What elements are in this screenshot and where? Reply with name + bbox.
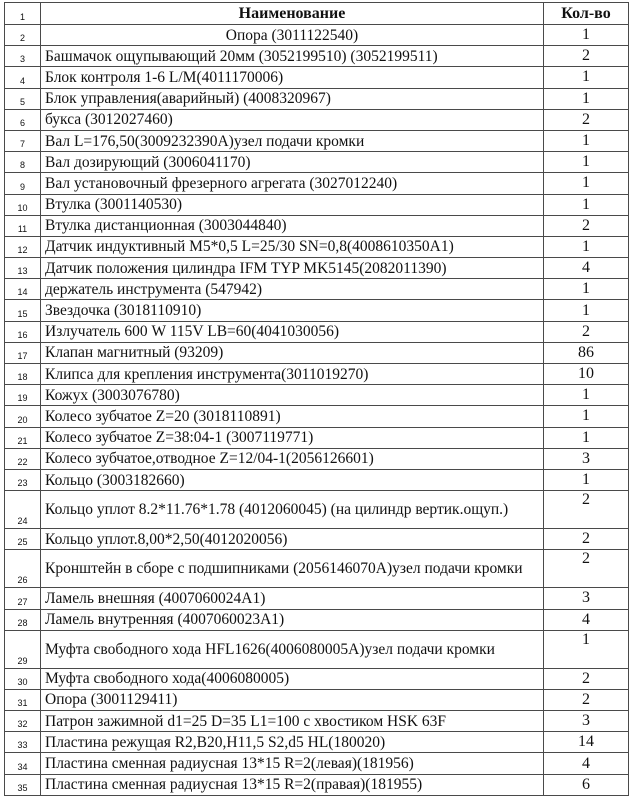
row-number: 11 <box>5 215 41 236</box>
item-quantity: 1 <box>544 630 629 668</box>
table-row <box>5 689 629 710</box>
item-quantity: 10 <box>544 364 629 385</box>
row-number: 3 <box>5 46 41 67</box>
table-row <box>5 364 629 385</box>
item-name: Втулка дистанционная (3003044840) <box>41 215 544 236</box>
item-quantity: 1 <box>544 130 629 151</box>
item-name: Втулка (3001140530) <box>41 194 544 215</box>
header-row <box>5 3 629 25</box>
item-quantity: 6 <box>544 774 629 795</box>
table-row <box>5 321 629 342</box>
table-row <box>5 152 629 173</box>
table-row <box>5 173 629 194</box>
item-quantity: 1 <box>544 236 629 257</box>
item-name: Башмачок ощупывающий 20мм (3052199510) (3052199511) <box>41 46 544 67</box>
row-number: 25 <box>5 529 41 550</box>
item-name: Кольцо уплот.8,00*2,50(4012020056) <box>41 529 544 550</box>
item-name: Патрон зажимной d1=25 D=35 L1=100 с хвостиком HSK 63F <box>41 711 544 732</box>
item-name: Кольцо (3003182660) <box>41 469 544 490</box>
item-quantity: 1 <box>544 173 629 194</box>
item-quantity: 3 <box>544 588 629 609</box>
item-quantity: 2 <box>544 321 629 342</box>
row-number: 2 <box>5 25 41 46</box>
item-name: Кронштейн в сборе с подшипниками (2056146070A)узел подачи кромки <box>41 550 544 588</box>
item-quantity: 14 <box>544 732 629 753</box>
table-row <box>5 342 629 363</box>
item-quantity: 1 <box>544 279 629 300</box>
item-quantity: 2 <box>544 215 629 236</box>
row-number: 18 <box>5 364 41 385</box>
row-number: 14 <box>5 279 41 300</box>
table-row <box>5 609 629 630</box>
item-name: Пластина сменная радиусная 13*15 R=2(правая)(181955) <box>41 774 544 795</box>
item-quantity: 2 <box>544 46 629 67</box>
table-row <box>5 300 629 321</box>
table-row <box>5 236 629 257</box>
table-row <box>5 215 629 236</box>
table-row <box>5 732 629 753</box>
row-number: 16 <box>5 321 41 342</box>
item-name: Вал L=176,50(3009232390A)узел подачи кромки <box>41 130 544 151</box>
row-number: 12 <box>5 236 41 257</box>
row-number: 15 <box>5 300 41 321</box>
item-name: Кольцо уплот 8.2*11.76*1.78 (4012060045) (на цилиндр вертик.ощуп.) <box>41 491 544 529</box>
table-row <box>5 385 629 406</box>
item-quantity: 1 <box>544 67 629 88</box>
row-number: 29 <box>5 630 41 668</box>
item-quantity: 3 <box>544 711 629 732</box>
item-name: держатель инструмента (547942) <box>41 279 544 300</box>
item-name: Ламель внешняя (4007060024A1) <box>41 588 544 609</box>
item-quantity: 1 <box>544 194 629 215</box>
item-name: Излучатель 600 W 115V LB=60(4041030056) <box>41 321 544 342</box>
table-row <box>5 130 629 151</box>
table-row <box>5 711 629 732</box>
item-quantity: 4 <box>544 753 629 774</box>
table-row <box>5 448 629 469</box>
table-row <box>5 258 629 279</box>
item-quantity: 1 <box>544 88 629 109</box>
row-number: 19 <box>5 385 41 406</box>
row-number: 17 <box>5 342 41 363</box>
item-name: Пластина режущая R2,B20,H11,5 S2,d5 HL(180020) <box>41 732 544 753</box>
item-quantity: 2 <box>544 668 629 689</box>
row-number: 32 <box>5 711 41 732</box>
item-quantity: 86 <box>544 342 629 363</box>
item-quantity: 1 <box>544 406 629 427</box>
row-number: 13 <box>5 258 41 279</box>
row-number: 30 <box>5 668 41 689</box>
row-number: 26 <box>5 550 41 588</box>
row-number: 34 <box>5 753 41 774</box>
row-number: 5 <box>5 88 41 109</box>
table-row <box>5 194 629 215</box>
row-number: 33 <box>5 732 41 753</box>
item-name: Вал установочный фрезерного агрегата (3027012240) <box>41 173 544 194</box>
item-quantity: 2 <box>544 491 629 529</box>
item-quantity: 4 <box>544 258 629 279</box>
item-name: Кожух (3003076780) <box>41 385 544 406</box>
item-name: Датчик положения цилиндра IFM TYP MK5145(2082011390) <box>41 258 544 279</box>
item-name: Клипса для крепления инструмента(3011019270) <box>41 364 544 385</box>
table-body <box>5 25 629 796</box>
item-name: Блок управления(аварийный) (4008320967) <box>41 88 544 109</box>
table-row <box>5 630 629 668</box>
row-number: 4 <box>5 67 41 88</box>
item-name: Блок контроля 1-6 L/M(4011170006) <box>41 67 544 88</box>
row-number: 31 <box>5 689 41 710</box>
item-name: букса (3012027460) <box>41 109 544 130</box>
item-quantity: 1 <box>544 427 629 448</box>
row-number: 10 <box>5 194 41 215</box>
item-name: Колесо зубчатое,отводное Z=12/04-1(2056126601) <box>41 448 544 469</box>
table-row <box>5 491 629 529</box>
table-row <box>5 406 629 427</box>
item-name: Опора (3001129411) <box>41 689 544 710</box>
item-quantity: 1 <box>544 385 629 406</box>
item-quantity: 3 <box>544 448 629 469</box>
item-quantity: 2 <box>544 109 629 130</box>
table-row <box>5 529 629 550</box>
item-quantity: 4 <box>544 609 629 630</box>
table-row <box>5 774 629 795</box>
table-row <box>5 753 629 774</box>
table-row <box>5 550 629 588</box>
row-number: 27 <box>5 588 41 609</box>
item-name: Клапан магнитный (93209) <box>41 342 544 363</box>
item-name: Ламель внутренняя (4007060023A1) <box>41 609 544 630</box>
row-number: 28 <box>5 609 41 630</box>
item-name: Колесо зубчатое Z=38:04-1 (3007119771) <box>41 427 544 448</box>
row-number: 35 <box>5 774 41 795</box>
table-row <box>5 469 629 490</box>
item-quantity: 1 <box>544 25 629 46</box>
table-row <box>5 109 629 130</box>
item-quantity: 1 <box>544 469 629 490</box>
row-number: 20 <box>5 406 41 427</box>
row-number: 22 <box>5 448 41 469</box>
item-quantity: 2 <box>544 529 629 550</box>
table-row <box>5 46 629 67</box>
table-row <box>5 588 629 609</box>
table-row <box>5 427 629 448</box>
row-number: 7 <box>5 130 41 151</box>
table-row <box>5 279 629 300</box>
item-name: Пластина сменная радиусная 13*15 R=2(левая)(181956) <box>41 753 544 774</box>
row-number: 9 <box>5 173 41 194</box>
item-name: Датчик индуктивный M5*0,5 L=25/30 SN=0,8(4008610350A1) <box>41 236 544 257</box>
row-number: 23 <box>5 469 41 490</box>
item-name: Вал дозирующий (3006041170) <box>41 152 544 173</box>
table-row <box>5 25 629 46</box>
item-quantity: 1 <box>544 300 629 321</box>
header-quantity: Кол-во <box>544 3 629 25</box>
item-name: Звездочка (3018110910) <box>41 300 544 321</box>
row-number: 6 <box>5 109 41 130</box>
row-number: 24 <box>5 491 41 529</box>
row-number: 21 <box>5 427 41 448</box>
item-name: Муфта свободного хода(4006080005) <box>41 668 544 689</box>
item-quantity: 2 <box>544 550 629 588</box>
table-row <box>5 668 629 689</box>
header-row-number: 1 <box>5 3 41 25</box>
item-name: Колесо зубчатое Z=20 (3018110891) <box>41 406 544 427</box>
header-name: Наименование <box>41 3 544 25</box>
table-row <box>5 67 629 88</box>
item-quantity: 1 <box>544 152 629 173</box>
item-name: Опора (3011122540) <box>41 25 544 46</box>
row-number: 8 <box>5 152 41 173</box>
item-quantity: 2 <box>544 689 629 710</box>
table-row <box>5 88 629 109</box>
parts-table <box>4 2 629 796</box>
item-name: Муфта свободного хода HFL1626(4006080005A)узел подачи кромки <box>41 630 544 668</box>
